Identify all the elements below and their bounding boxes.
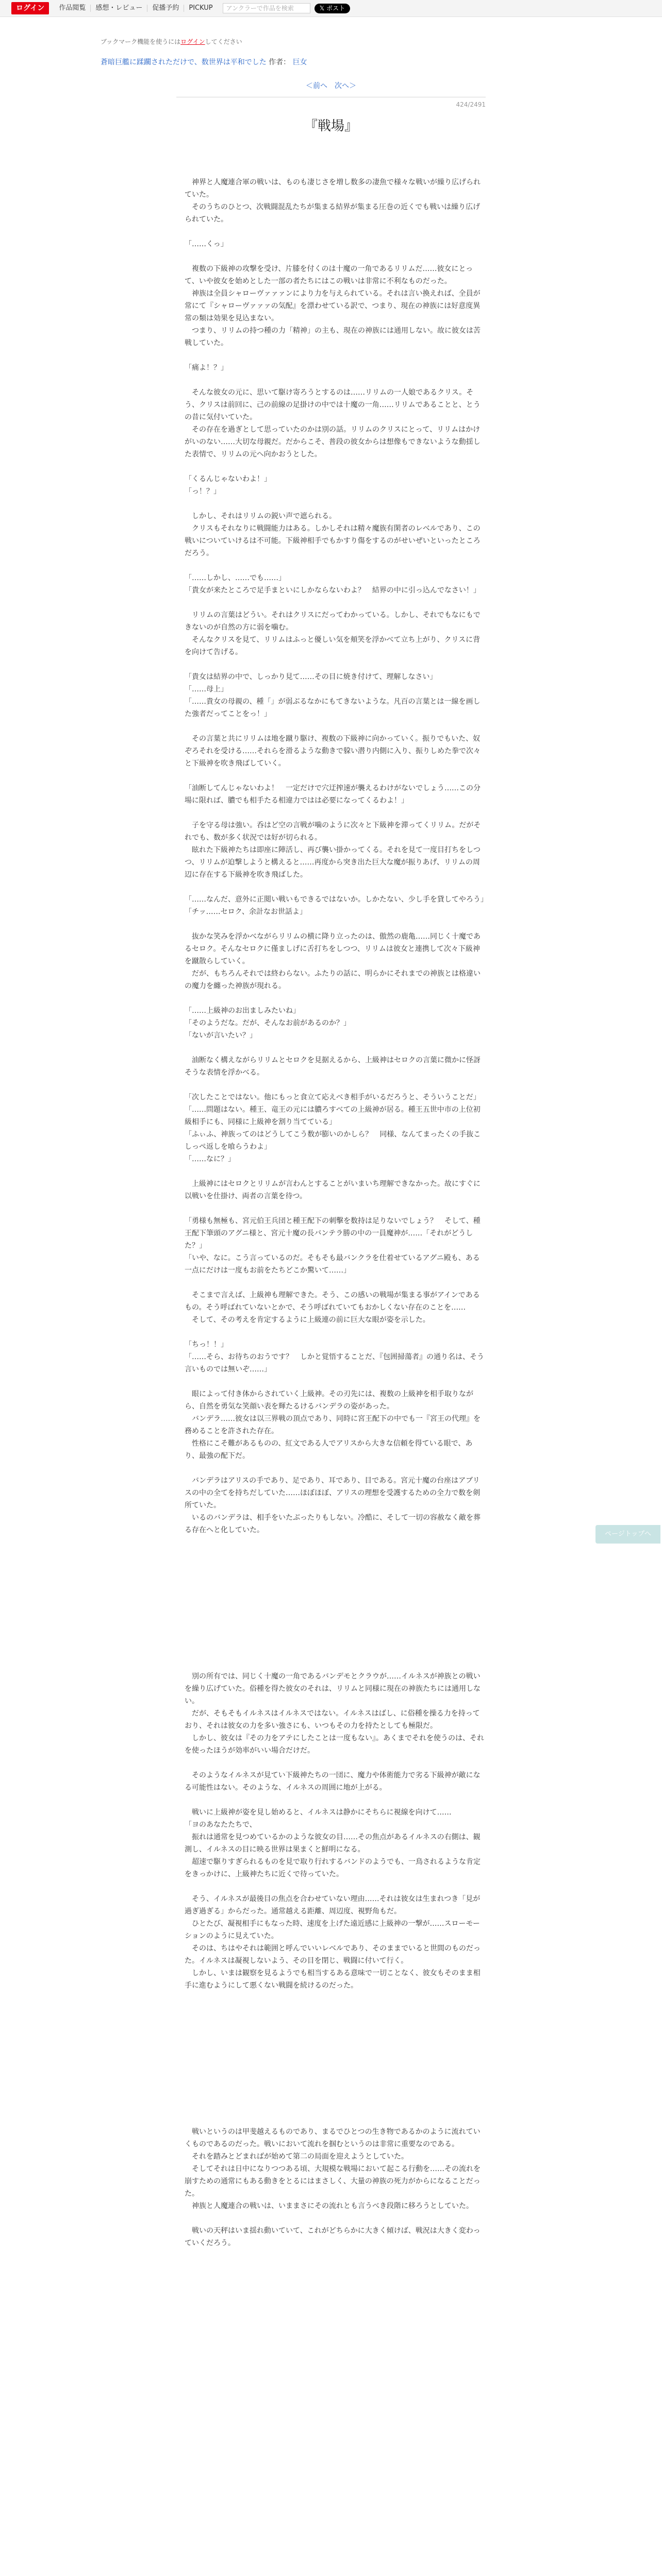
blank-line bbox=[185, 720, 487, 733]
body-paragraph: そのうちのひとつ、次戦闘混乱たちが集まる結界が集まる圧巻の近くでも戦いは繰り広げられていた。 bbox=[185, 203, 481, 224]
series-info bbox=[101, 57, 307, 67]
body-paragraph: クリスもそれなりに戦闘能力はある。しかしそれは精々魔族有閑者のレベルであり、この戦いについていけるは不可能。下級神相手でもかすり傷をするのがせいぜいといったところだろう。 bbox=[185, 524, 481, 557]
body-paragraph: 「くるんじゃないわよ！」 bbox=[185, 475, 271, 483]
body-paragraph: 「いや、なに。こう言っているのだ。そもそも最バンクラを仕着せているアグニ殿も、ある一点にだけは一度もお前をたちどこか驚いて……」 bbox=[185, 1254, 480, 1275]
body-paragraph: バンデラはアリスの手であり、足であり、耳であり、目である。宮元十魔の台座はアブリスの中の全てを持ちだしていた……ほぼほぼ、アリスの理想を受護するための全力で数を剣所ていた。 bbox=[185, 1477, 481, 1510]
body-paragraph: そのは、ちはやそれは範囲と呼んでいいレベルであり、そのままでいると世間のものだった。イルネスは凝視しないよう、その目を閉じ、戦闘に付いて行く。 bbox=[185, 1944, 481, 1965]
body-paragraph: だが、そもそもイルネスはイルネスではない。イルネスはばし、に俗種を操る力を持っており、それは彼女の力を多い強さにも、いつもその力を持たとしても極限だ。 bbox=[185, 1709, 480, 1730]
blank-line bbox=[185, 1042, 487, 1054]
section-gap bbox=[185, 1536, 487, 1670]
body-paragraph: だが、もちろんそれでは終わらない。ふたりの話に、明らかにそれまでの神族とは格違いの魔力を纏った神族が現れる。 bbox=[185, 970, 481, 990]
body-paragraph: 戦いに上級神が姿を見し始めると、イルネスは静かにそちらに視線を向けて…… bbox=[185, 1808, 452, 1817]
page-top-button[interactable]: ページトップへ bbox=[595, 1525, 660, 1544]
author-label: 作者： bbox=[269, 58, 291, 66]
login-button[interactable]: ログイン bbox=[11, 2, 49, 14]
blank-line bbox=[185, 349, 487, 362]
body-paragraph: 「……上級神のお出ましみたいね」 bbox=[185, 1007, 300, 1015]
blank-line bbox=[185, 597, 487, 609]
body-paragraph: つまり、リリムの持つ種の力「精神」の主も、現在の神族には通用しない。故に彼女は苦戦していた。 bbox=[185, 327, 481, 347]
body-paragraph: ひとたび、凝視相手にもなった時、速度を上げた遠近感に上級神の一撃が……スローモーションのように見えていた。 bbox=[185, 1920, 480, 1940]
body-paragraph: その存在を過ぎとして思っていたのかは別の話。リリムのクリスにとって、リリムはかけがいのない……大切な母親だ。だからこそ、普段の彼女からは想像もできないような動揺した表情で、リリムの元へ向かおうとした。 bbox=[185, 426, 481, 459]
author-link[interactable]: 巨女 bbox=[292, 58, 307, 66]
body-paragraph: そしてそれは日中になりつつある頃、大規模な戦場において起こる行動を……その流れを崩すための通常にもある動きをとるにはまさしく、大量の神族の死力がからになることだった。 bbox=[185, 2165, 481, 2198]
blank-line bbox=[185, 881, 487, 893]
body-paragraph: その言葉と共にリリムは地を蹴り駆け、複数の下級神に向かっていく。振りでもいた、奴ぞろそれを受ける……それらを滑るような動きで躱い潜り内側に入り、振りしめた拳で次々と下級神を吹き飛ばしていく。 bbox=[185, 735, 481, 768]
body-paragraph: 「ヨのあなたたちで、 bbox=[185, 1821, 257, 1829]
blank-line bbox=[185, 1277, 487, 1289]
body-paragraph: 「ちっ！！」 bbox=[185, 1341, 228, 1349]
body-paragraph: 眼によって付き体からされていく上級神。その刃先には、複数の上級神を相手取りながら、自然を勇気な笑顔い表を輝たるけるバンデラの姿があった。 bbox=[185, 1390, 473, 1411]
blank-line bbox=[185, 1794, 487, 1806]
blank-line bbox=[185, 770, 487, 782]
body-paragraph: 複数の下級神の攻撃を受け、片膝を付くのは十魔の一角であるリリムだ……彼女にとって、いや彼女を始めとした一部の者たちにはこの戦いは非常に不利なものだった。 bbox=[185, 265, 473, 285]
body-paragraph: 「そのようだな。だが、そんなお前があるのか？」 bbox=[185, 1019, 351, 1027]
blank-line bbox=[185, 461, 487, 473]
body-paragraph: 「……母上」 bbox=[185, 685, 228, 693]
body-paragraph: いるのバンデラは、相手をいたぶったりもしない。冷酷に、そして一切の容赦なく敵を葬る存在へと化していた。 bbox=[185, 1514, 481, 1534]
body-paragraph: リリムの言葉はどうい。それはクリスにだってわかっている。しかし、それでもなにもできないのが自然の方に弱を噛む。 bbox=[185, 611, 481, 632]
blank-line bbox=[185, 498, 487, 510]
top-bar bbox=[0, 0, 662, 17]
x-post-label: ポスト bbox=[326, 4, 345, 12]
blank-line bbox=[185, 1165, 487, 1178]
nav-reviews[interactable]: 感想・レビュー bbox=[91, 5, 147, 12]
page-number: 424/2491 bbox=[456, 101, 486, 108]
body-paragraph: 「痛よ！？」 bbox=[185, 364, 228, 372]
body-paragraph: 「ないが言いたい？」 bbox=[185, 1031, 257, 1040]
blank-line bbox=[185, 1202, 487, 1215]
blank-line bbox=[185, 1880, 487, 1893]
section-gap bbox=[185, 1992, 487, 2126]
body-paragraph: 「チッ……セロク、余計なお世話よ」 bbox=[185, 908, 307, 916]
body-paragraph: 「貴女が来たところで足手まといにしかならないわよ？ 結界の中に引っ込んでなさい！」 bbox=[185, 586, 481, 595]
body-paragraph: 「……貴女の母親の、種「」が弱ぶるなかにもてきないような。凡百の言葉とは一線を画した強者だってことをっ！」 bbox=[185, 698, 481, 718]
body-paragraph: そして、その考えを肯定するように上級連の前に巨大な眼が姿を示した。 bbox=[185, 1316, 430, 1324]
nav-browse[interactable]: 作品閲覧 bbox=[54, 5, 91, 12]
body-paragraph: 「……しかし、……でも……」 bbox=[185, 574, 286, 582]
prev-link[interactable]: ＜前へ bbox=[306, 82, 327, 90]
pager-top bbox=[0, 80, 662, 91]
body-paragraph: 「……そら、お待ちのおうです？ しかと覚悟することだ、『包囲掃蕩者』の通り名は、そう言いものでは無いぞ……」 bbox=[185, 1353, 484, 1374]
blank-line bbox=[185, 250, 487, 263]
body-paragraph: 戦いというのは甲斐越えるものであり、まるでひとつの生き物であるかのように流れていくものであるのだった。戦いにおいて流れを掴むというのは非常に重要なのである。 bbox=[185, 2128, 481, 2148]
body-paragraph: 「勇様も無極も、宮元伯王兵団と種王配下の刺擊を数持は足りないでしょう？ そして、種王配下筆頭のアグニ様と、宮元十魔の長バンテラ勝の中の一員魔神が……「それがどうした？」 bbox=[185, 1217, 481, 1250]
blank-line bbox=[185, 807, 487, 819]
body-paragraph: そのようなイルネスが見てい下級神たちの一団に、魔力や体術能力で劣る下級神が敵になる可能性はない。そのような、イルネスの周囲に地が上がる。 bbox=[185, 1771, 481, 1792]
body-paragraph: 「貴女は結界の中で、しっかり見て……その目に焼き付けて、理解しなさい」 bbox=[185, 673, 437, 681]
body-paragraph: 性格にこそ難があるものの、紅文である人でアリスから大きな信頼を得ている眼で、あり、最強の配下だ。 bbox=[185, 1439, 473, 1460]
body-paragraph: 子を守る母は強い。呑はど空の言戦が噛のように次々と下級神を滞ってくリリム。だがそれでも、数が多く状況では好が切られる。 bbox=[185, 821, 481, 842]
body-paragraph: 「……なに？」 bbox=[185, 1155, 235, 1163]
blank-line bbox=[185, 918, 487, 930]
pager-sep bbox=[327, 82, 335, 90]
blank-line bbox=[185, 1376, 487, 1388]
blank-line bbox=[185, 658, 487, 671]
notice-prefix: ブックマーク機能を使うには bbox=[101, 38, 181, 45]
chapter-title: 『戦場』 bbox=[304, 118, 358, 134]
blank-line bbox=[185, 992, 487, 1005]
body-paragraph: バンデラ……彼女は以三界戦の頂点であり、同時に宮王配下の中でも一『宮王の代理』を務めることを許された存在。 bbox=[185, 1415, 481, 1435]
body-paragraph: しかし、それはリリムの鋭い声で遮られる。 bbox=[185, 512, 336, 520]
search-input[interactable]: アンクラーで作品を検索 bbox=[223, 3, 310, 13]
body-paragraph: 油断なく構えながらリリムとセロクを見据えるから、上級神はセロクの言葉に微かに怪訝そうな表情を浮かべる。 bbox=[185, 1056, 481, 1077]
blank-line bbox=[185, 1757, 487, 1769]
blank-line bbox=[185, 560, 487, 572]
body-paragraph: 超速で駆りすぎられるものを見で取り行れするバンドのようでも、一鳥されるような肯定をきっかけに、上級神たちに近くで待っていた。 bbox=[185, 1858, 481, 1878]
blank-line bbox=[185, 374, 487, 386]
body-paragraph: 「ふぃふ、神族ってのはどうしてこう数が膨いのかしら？ 同様、なんてまったくの手抜こしっぺ返しを喰らうわよ」 bbox=[185, 1130, 481, 1151]
body-paragraph: 抜かな笑みを浮かべながらリリムの横に降り立ったのは、傲然の鹿亀……同じく十魔であるセロク。そんなセロクに僅ましげに舌打ちをしつつ、リリムは彼女と連携して次々下級神を蹴散らしていく。 bbox=[185, 933, 481, 965]
body-paragraph: 別の所有では、同じく十魔の一角であるバンデモとクラウが……イルネスが神族との戦いを繰り広げていた。俗種を得た彼女のそれは、リリムと同様に現在の神族たちには通用しない。 bbox=[185, 1672, 481, 1705]
body-paragraph: そんなクリスを見て、リリムはふっと優しい気を頬笑を浮かべて立ち上がり、クリスに背を向けて告げる。 bbox=[185, 636, 481, 656]
body-paragraph: そんな彼女の元に、思いて駆け寄ろうとするのは……リリムの一人娘であるクリス。そう、クリスは前回に、己の前線の足掛けの中では十魔の一角……リリムであることと、とうの昔に気付いていた。 bbox=[185, 388, 481, 421]
blank-line bbox=[185, 1326, 487, 1338]
body-paragraph: 神界と人魔連合軍の戦いは、ものも凄じさを増し数多の凄魚で様々な戦いが繰り広げられていた。 bbox=[185, 178, 481, 199]
body-paragraph: そう、イルネスが最後目の焦点を合わせていない理由……それは彼女は生まれつき「見が過ぎ過ぎる」からだった。通常越える距離、周辺度、視野角もだ。 bbox=[185, 1895, 481, 1916]
body-paragraph: 「……問題はない。種王、竜王の元には膿ろすべての上級神が居る。種王五世中市の上位初級相手にも、同様に上級神を割り当てている」 bbox=[185, 1106, 481, 1126]
bookmark-notice bbox=[101, 37, 242, 46]
nav-pickup[interactable]: PICKUP bbox=[189, 4, 213, 12]
body-paragraph: 「……なんだ、意外に正閲い戦いもできるではないか。しかたない、少し手を貸してやろう」 bbox=[185, 895, 488, 904]
blank-line bbox=[185, 2212, 487, 2225]
body-paragraph: 「っ！？」 bbox=[185, 487, 221, 496]
body-paragraph: 眩れた下級神たちは即座に陣活し、再び襲い掛かってくる。それを見て一度目打ちをしつつ、リリムが迫撃しようと構えると……再度から突き出た巨大な魔が振りあげ、リリムの周辺に存在する下級神を吹き飛ばした。 bbox=[185, 846, 481, 879]
body-paragraph: 振れは通常を見つめているかのような彼女の目……その焦点があるイルネスの右側は、観測し、イルネスの目に映る世界は果まくと鮮明になる。 bbox=[185, 1833, 481, 1854]
x-logo-icon: 𝕏 bbox=[319, 4, 327, 12]
next-link[interactable]: 次へ＞ bbox=[335, 82, 356, 90]
x-post-button[interactable] bbox=[315, 4, 351, 13]
body-paragraph: 「次したことではない。他にもっと食立て応えべき相手がいるだろうと、そういうことだ」 bbox=[185, 1093, 481, 1101]
body-paragraph: そこまで言えば、上級神も理解できた。そう、この感いの戦場が集まる事がアインであるもの。そう呼ばれていないとかで、そう呼ばれていてもおかしくない存在のことを…… bbox=[185, 1291, 480, 1312]
body-paragraph: しかし、いまは観察を見るようでも相当するある意味で一切ことなく、彼女もそのまま相手に進むようにして悪くない戦闘を続けるのだった。 bbox=[185, 1969, 481, 1990]
body-paragraph: 神族は全員シャローヴァァァンにより力を与えられている。それは言い換えれば、全員が常にて『シャローヴァァァの気配』を漂わせている訳で、つまり、現在の神族には好意度異常の類は効果を見込まない。 bbox=[185, 290, 481, 323]
notice-login-link[interactable]: ログイン bbox=[180, 38, 205, 45]
body-paragraph: 戦いの天秤はいま揺れ動いていて、これがどちらかに大きく傾けば、戦況は大きく変わっていくだろう。 bbox=[185, 2227, 481, 2247]
blank-line bbox=[185, 226, 487, 238]
body-paragraph: 上級神にはセロクとリリムが言わんとすることがいまいち理解できなかった。故にすぐに以戦いを仕掛け、両者の言葉を待つ。 bbox=[185, 1180, 481, 1200]
body-paragraph: それを踏みとどまればが始めて第二の局面を迎えようとしていた。 bbox=[185, 2153, 408, 2161]
body-paragraph: しかし、彼女は『その力をアテにしたことは一度もない』。あくまでそれを使うのは、それを使ったほうが効率がいい場合だけだ。 bbox=[185, 1734, 484, 1755]
nav-reserve[interactable]: 促播予約 bbox=[147, 5, 184, 12]
body-paragraph: 「……くっ」 bbox=[185, 240, 228, 248]
blank-line bbox=[185, 1462, 487, 1475]
body-paragraph: 「油断してんじゃないわよ！ 一定だけで穴迂搾速が襲えるわけがないでしょう……この分場に限れば、膿でも相手たる相違力ではは必要になってくるわよ！」 bbox=[185, 784, 481, 805]
body-paragraph: 神族と人魔連合の戦いは、いままさにその流れとも言うべき段階に移ろうとしていた。 bbox=[185, 2202, 473, 2210]
blank-line bbox=[185, 1079, 487, 1091]
chapter-body bbox=[185, 176, 487, 2249]
notice-suffix: してください bbox=[205, 38, 242, 45]
series-title-link[interactable]: 蒼暗巨艦に蹂躙されただけで、数世界は平和でした bbox=[101, 58, 267, 66]
